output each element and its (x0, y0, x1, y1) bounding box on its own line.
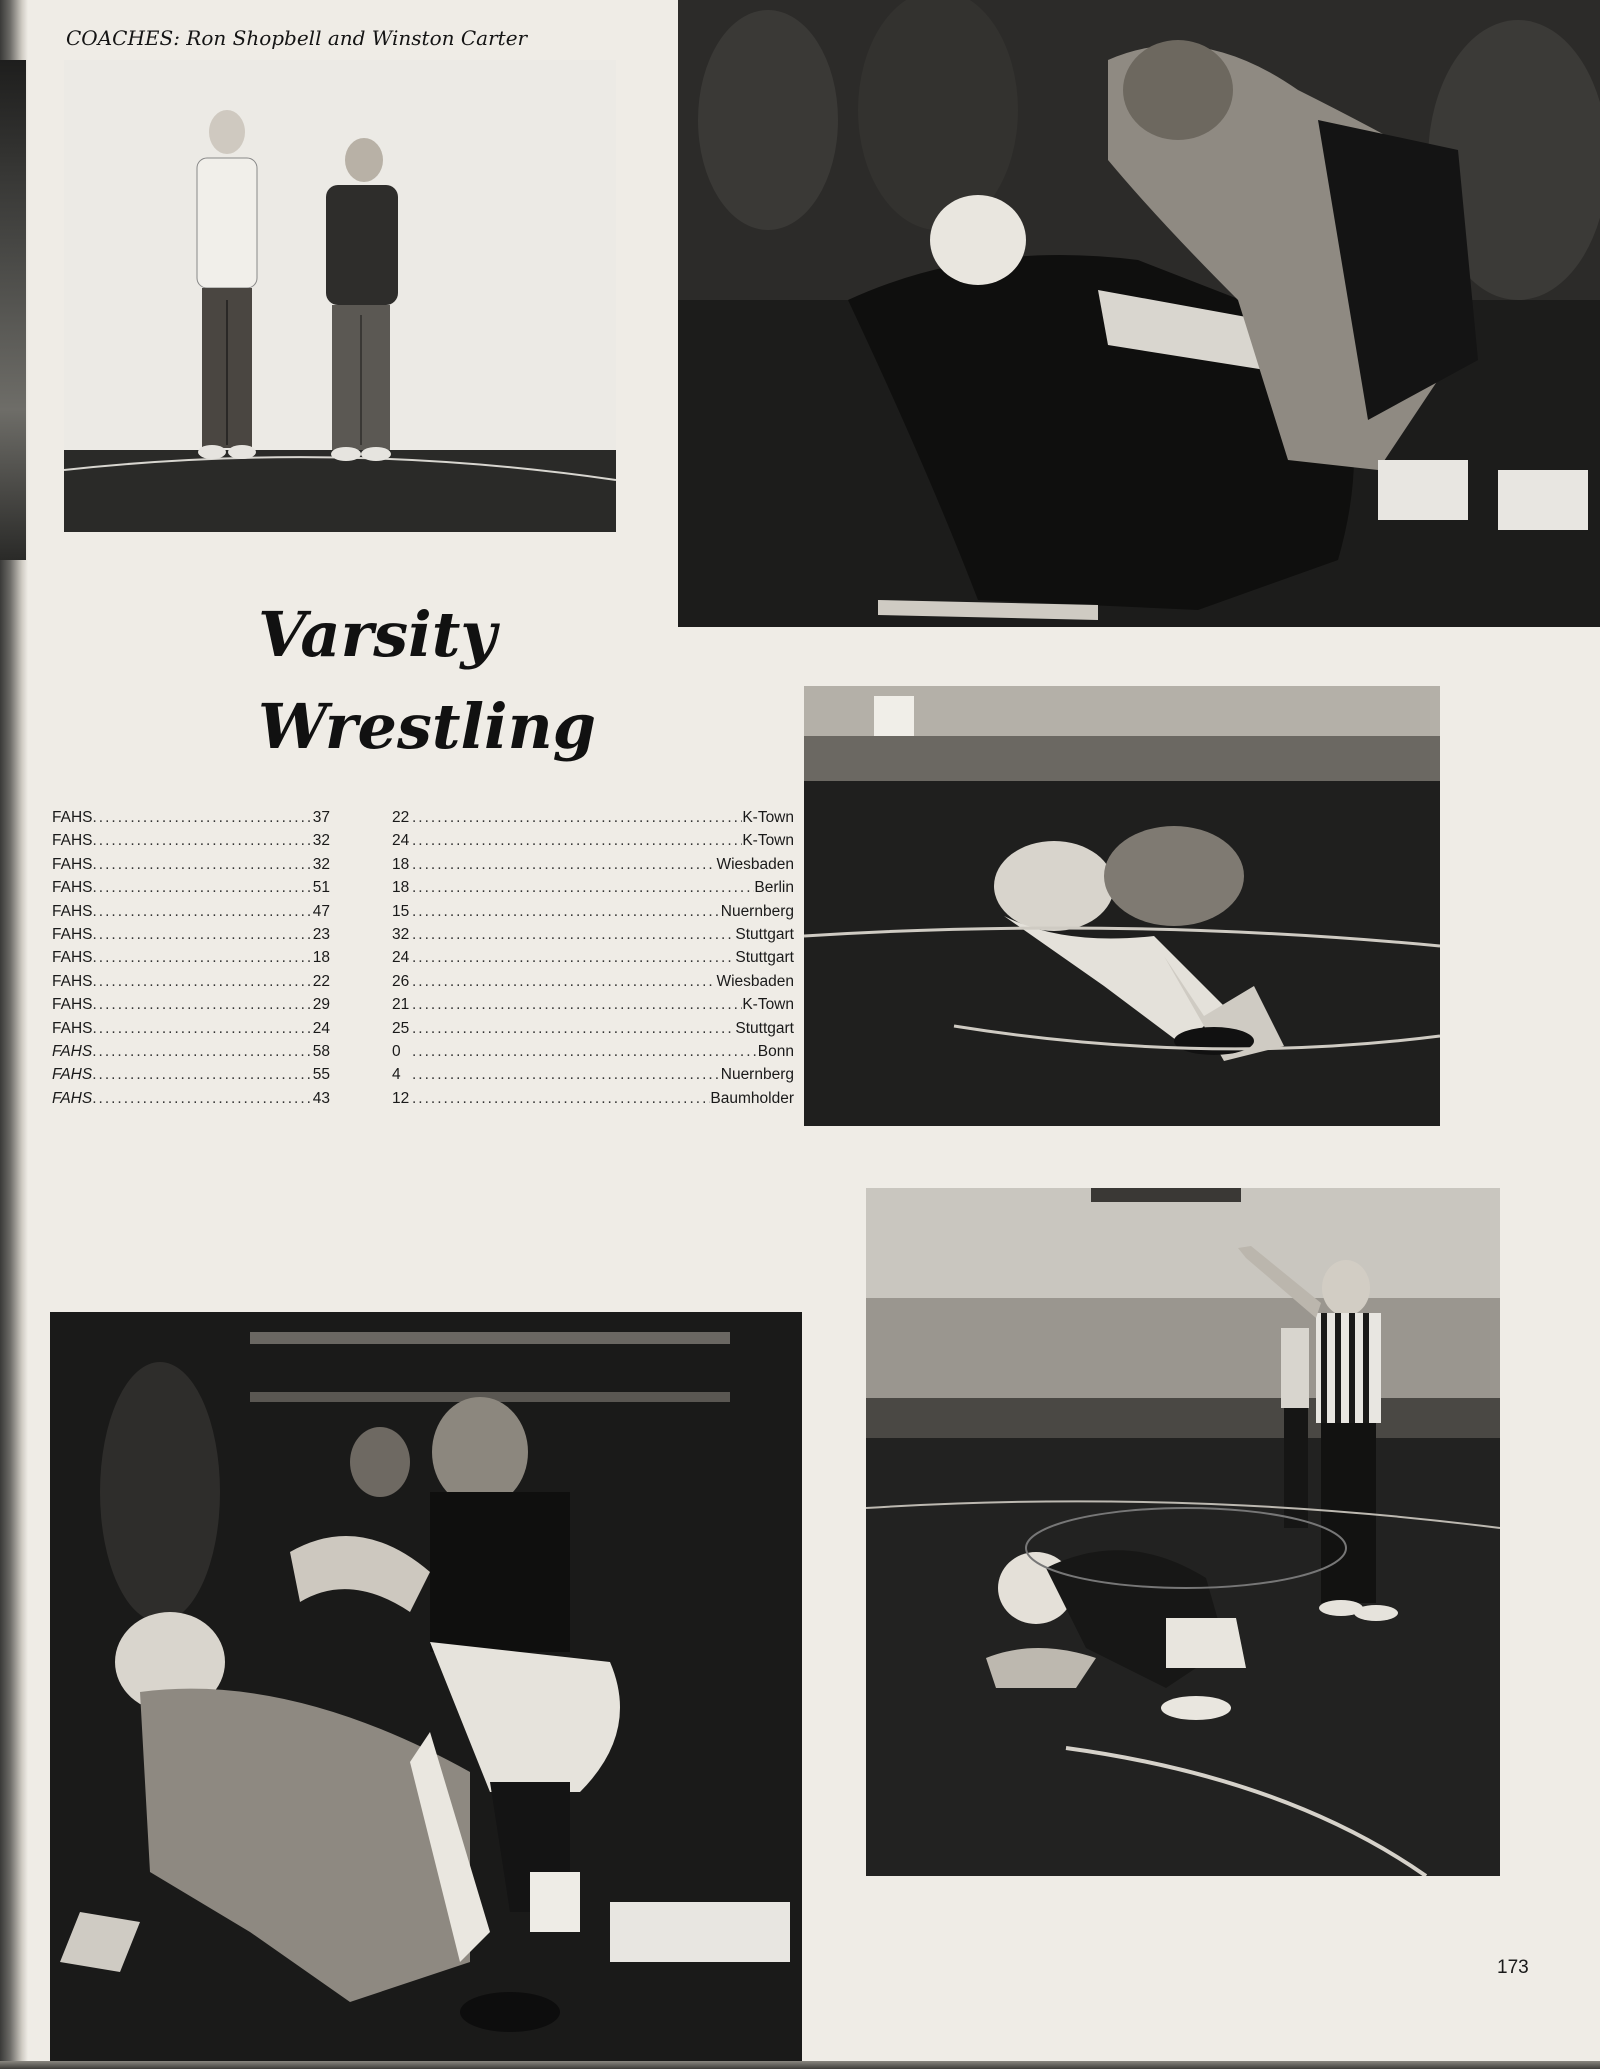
team-name: FAHS (52, 1089, 93, 1107)
dot-leader (412, 972, 716, 992)
opponent-points: 26 (392, 972, 410, 990)
opponent-name: Berlin (754, 879, 794, 897)
opponent-score (392, 925, 794, 945)
dot-leader (412, 1019, 735, 1039)
score-row (52, 995, 794, 1015)
team-score: 43 (312, 1089, 330, 1107)
dot-leader (92, 808, 312, 828)
opponent-points: 18 (392, 879, 410, 897)
fahs-score (52, 878, 330, 898)
dot-leader (92, 902, 312, 922)
opponent-score (392, 972, 794, 992)
opponent-name: Nuernberg (720, 1066, 794, 1084)
opponent-name: Baumholder (710, 1089, 794, 1107)
opponent-name: K-Town (742, 996, 794, 1014)
team-score: 58 (312, 1043, 330, 1060)
score-row (52, 878, 794, 898)
opponent-points: 4 (392, 1066, 401, 1084)
fahs-score (52, 831, 330, 851)
wrestlers-photo-middle (804, 686, 1440, 1126)
fahs-score (52, 925, 330, 945)
team-score: 32 (312, 832, 330, 850)
score-row (52, 1019, 794, 1039)
dot-leader (92, 972, 312, 992)
opponent-score (392, 1042, 794, 1062)
team-score: 55 (312, 1066, 330, 1084)
referee-photo (866, 1188, 1500, 1876)
team-name: FAHS (52, 809, 93, 826)
binding-shadow (0, 60, 26, 560)
score-row (52, 1042, 794, 1062)
opponent-points: 12 (392, 1089, 410, 1107)
dot-leader (412, 948, 735, 968)
fahs-score (52, 972, 330, 992)
team-name: FAHS (52, 879, 93, 897)
fahs-score (52, 902, 330, 922)
team-score: 22 (312, 972, 330, 990)
opponent-score (392, 1019, 794, 1039)
dot-leader (92, 925, 312, 945)
opponent-points: 15 (392, 902, 410, 920)
opponent-points: 24 (392, 832, 410, 850)
score-row (52, 902, 794, 922)
team-name: FAHS (52, 926, 93, 943)
opponent-points: 24 (392, 949, 410, 967)
dot-leader (92, 1065, 313, 1085)
opponent-name: K-Town (742, 809, 794, 826)
score-row (52, 808, 794, 828)
dot-leader (412, 995, 742, 1015)
team-name: FAHS (52, 1066, 93, 1084)
coaches-caption: COACHES: Ron Shopbell and Winston Carter (66, 26, 528, 50)
wrestlers-photo-bottom-left (50, 1312, 802, 2069)
dot-leader (92, 948, 312, 968)
team-name: FAHS (52, 949, 93, 967)
team-score: 29 (312, 996, 330, 1014)
heading-wrestling: Wrestling (258, 690, 597, 763)
opponent-points: 18 (392, 855, 410, 873)
fahs-score (52, 1089, 330, 1109)
dot-leader (92, 831, 312, 851)
fahs-score (52, 1019, 330, 1039)
dot-leader (92, 1019, 312, 1039)
opponent-score (392, 948, 794, 968)
dot-leader (412, 925, 735, 945)
fahs-score (52, 995, 330, 1015)
team-name: FAHS (52, 855, 93, 873)
score-row (52, 925, 794, 945)
team-score: 18 (312, 949, 330, 967)
score-row (52, 855, 794, 875)
team-name: FAHS (52, 996, 93, 1014)
score-row (52, 831, 794, 851)
opponent-name: Bonn (757, 1043, 794, 1060)
team-score: 23 (312, 926, 330, 943)
team-name: FAHS (52, 1043, 93, 1060)
team-score: 24 (312, 1019, 330, 1037)
fahs-score (52, 1042, 330, 1062)
team-name: FAHS (52, 972, 93, 990)
opponent-name: Wiesbaden (716, 972, 794, 990)
dot-leader (412, 1065, 721, 1085)
opponent-points: 21 (392, 996, 410, 1014)
opponent-name: Stuttgart (735, 1019, 794, 1037)
opponent-points: 25 (392, 1019, 410, 1037)
dot-leader (412, 902, 721, 922)
score-row (52, 948, 794, 968)
opponent-score (392, 902, 794, 922)
page-bottom-edge (0, 2061, 1600, 2069)
dot-leader (412, 855, 716, 875)
dot-leader (412, 831, 742, 851)
coaches-photo (64, 60, 616, 532)
dot-leader (412, 808, 742, 828)
opponent-points: 32 (392, 926, 410, 943)
dot-leader (92, 855, 312, 875)
dot-leader (412, 1089, 710, 1109)
dot-leader (92, 1089, 313, 1109)
wrestlers-photo-top (678, 0, 1600, 627)
opponent-score (392, 878, 794, 898)
opponent-score (392, 1089, 794, 1109)
team-score: 32 (312, 855, 330, 873)
opponent-score (392, 995, 794, 1015)
team-name: FAHS (52, 1019, 93, 1037)
fahs-score (52, 948, 330, 968)
opponent-score (392, 1065, 794, 1085)
dot-leader (412, 878, 754, 898)
dot-leader (92, 995, 312, 1015)
fahs-score (52, 855, 330, 875)
opponent-name: Nuernberg (720, 902, 794, 920)
team-name: FAHS (52, 832, 93, 850)
score-row (52, 1089, 794, 1109)
opponent-name: Stuttgart (735, 926, 794, 943)
opponent-score (392, 808, 794, 828)
team-score: 47 (312, 902, 330, 920)
opponent-points: 0 (392, 1043, 401, 1060)
team-name: FAHS (52, 902, 93, 920)
team-score: 51 (312, 879, 330, 897)
opponent-name: Wiesbaden (716, 855, 794, 873)
fahs-score (52, 808, 330, 828)
dot-leader (92, 1042, 313, 1062)
heading-varsity: Varsity (258, 598, 497, 671)
dot-leader (412, 1042, 758, 1062)
fahs-score (52, 1065, 330, 1085)
opponent-score (392, 855, 794, 875)
opponent-name: K-Town (742, 832, 794, 850)
dot-leader (92, 878, 312, 898)
opponent-name: Stuttgart (735, 949, 794, 967)
opponent-points: 22 (392, 809, 410, 826)
score-row (52, 972, 794, 992)
score-row (52, 1065, 794, 1085)
page-number: 173 (1497, 1957, 1529, 1978)
opponent-score (392, 831, 794, 851)
team-score: 37 (312, 809, 330, 826)
